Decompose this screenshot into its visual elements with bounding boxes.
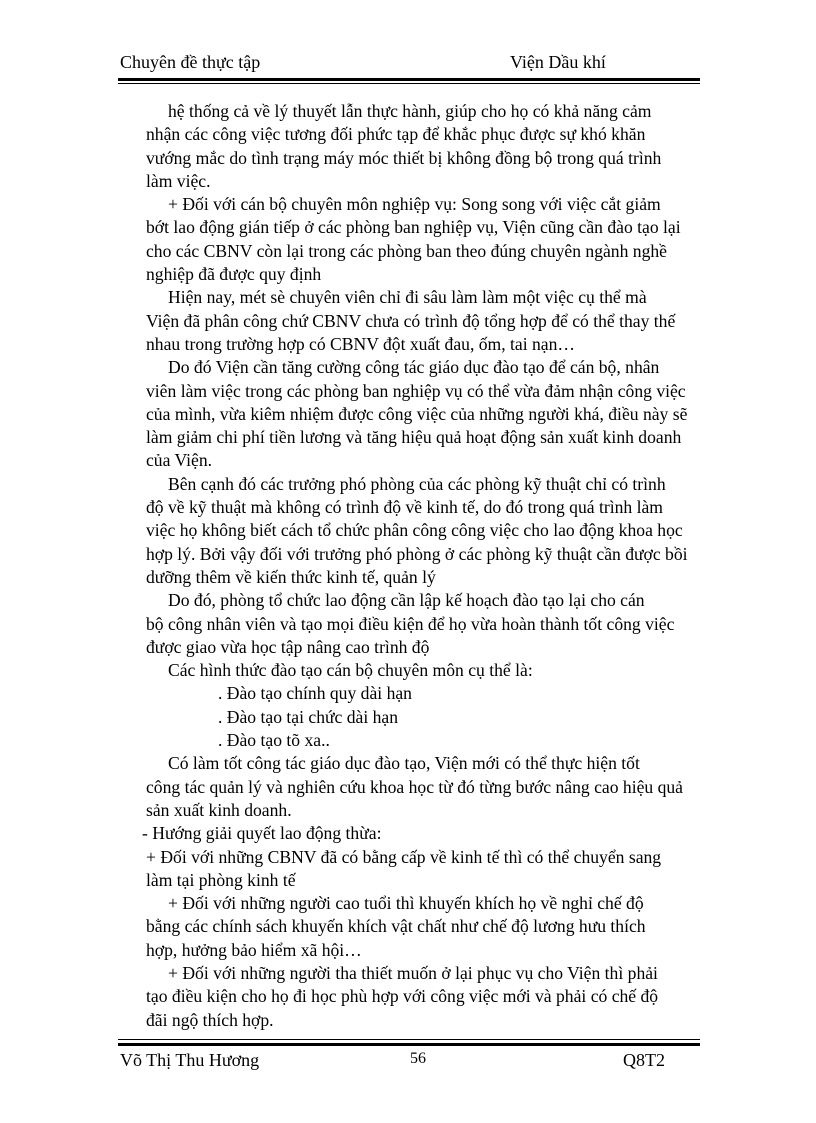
- text-line: + Đối với cán bộ chuyên môn nghiệp vụ: Song song với việc cắt giảm: [168, 194, 661, 215]
- text-line: làm giảm chi phí tiền lương và tăng hiệu quả hoạt động sản xuất kinh doanh: [146, 427, 682, 448]
- text-line: cho các CBNV còn lại trong các phòng ban theo đúng chuyên ngành nghề: [146, 240, 667, 261]
- text-line: nhận các công việc tương đối phức tạp để khắc phục được sự khó khăn: [146, 124, 646, 145]
- list-item: . Đào tạo tõ xa..: [218, 730, 330, 751]
- page-number: 56: [410, 1050, 426, 1067]
- text-line: đãi ngộ thích hợp.: [146, 1009, 274, 1030]
- text-line: tạo điều kiện cho họ đi học phù hợp với công việc mới và phải có chế độ: [146, 986, 659, 1007]
- text-line: - Hướng giải quyết lao động thừa:: [142, 823, 382, 844]
- page-header: [118, 52, 700, 78]
- text-line: dưỡng thêm về kiến thức kinh tế, quản lý: [146, 566, 436, 587]
- header-document-type: Chuyên đề thực tập: [120, 52, 261, 72]
- text-line: Có làm tốt công tác giáo dục đào tạo, Viện mới có thể thực hiện tốt: [168, 753, 640, 774]
- text-line: Bên cạnh đó các trưởng phó phòng của các phòng kỹ thuật chỉ có trình: [168, 473, 666, 494]
- text-line: Do đó Viện cần tăng cường công tác giáo dục đào tạo để cán bộ, nhân: [168, 357, 660, 378]
- footer-class-code: Q8T2: [623, 1050, 665, 1070]
- text-line: + Đối với những người tha thiết muốn ở lại phục vụ cho Viện thì phải: [168, 962, 658, 983]
- header-rule-thick: [118, 78, 700, 81]
- text-line: của mình, vừa kiêm nhiệm được công việc của những người khá, điều này sẽ: [146, 403, 688, 424]
- text-line: công tác quản lý và nghiên cứu khoa học từ đó từng bước nâng cao hiệu quả: [146, 776, 683, 797]
- text-line: sản xuất kinh doanh.: [146, 799, 292, 820]
- text-line: Hiện nay, mét sè chuyên viên chỉ đi sâu làm làm một việc cụ thể mà: [168, 287, 647, 308]
- text-line: Các hình thức đào tạo cán bộ chuyên môn cụ thể là:: [168, 660, 533, 681]
- footer-author: Võ Thị Thu Hương: [120, 1050, 260, 1070]
- text-line: nghiệp đã được quy định: [146, 264, 322, 285]
- header-rule-thin: [118, 83, 700, 84]
- text-line: bớt lao động gián tiếp ở các phòng ban nghiệp vụ, Viện cũng cần đào tạo lại: [146, 217, 681, 238]
- text-line: + Đối với những CBNV đã có bằng cấp về kinh tế thì có thể chuyển sang: [146, 846, 662, 867]
- list-item: . Đào tạo chính quy dài hạn: [218, 683, 412, 704]
- text-line: hợp, hưởng bảo hiểm xã hội…: [146, 939, 362, 960]
- header-organization: Viện Dầu khí: [510, 52, 606, 72]
- text-line: bộ công nhân viên và tạo mọi điều kiện để họ vừa hoàn thành tốt công việc: [146, 613, 675, 634]
- text-line: hệ thống cả về lý thuyết lẫn thực hành, giúp cho họ có khả năng cảm: [168, 101, 652, 121]
- text-line: việc họ không biết cách tổ chức phân công công việc cho lao động khoa học: [146, 520, 683, 541]
- text-line: vướng mắc do tình trạng máy móc thiết bị không đồng bộ trong quá trình: [146, 147, 662, 168]
- text-line: được giao vừa học tập nâng cao trình độ: [146, 636, 430, 657]
- text-line: làm việc.: [146, 170, 211, 191]
- body-text: [118, 100, 698, 1032]
- footer-rule-thick: [118, 1043, 700, 1046]
- page-footer: [118, 1050, 700, 1074]
- text-line: nhau trong trường hợp có CBNV đột xuất đau, ốm, tai nạn…: [146, 333, 576, 354]
- footer-rule-thin: [118, 1039, 700, 1040]
- text-line: của Viện.: [146, 450, 213, 471]
- text-line: Do đó, phòng tổ chức lao động cần lập kế hoạch đào tạo lại cho cán: [168, 590, 645, 611]
- text-line: Viện đã phân công chứ CBNV chưa có trình độ tổng hợp để có thể thay thế: [146, 310, 676, 331]
- list-item: . Đào tạo tại chức dài hạn: [218, 706, 399, 727]
- text-line: làm tại phòng kinh tế: [146, 869, 296, 890]
- text-line: hợp lý. Bởi vậy đối với trưởng phó phòng ở các phòng kỹ thuật cần được bồi: [146, 543, 688, 564]
- text-line: viên làm việc trong các phòng ban nghiệp vụ có thể vừa đảm nhận công việc: [146, 380, 686, 401]
- text-line: bằng các chính sách khuyến khích vật chất như chế độ lương hưu thích: [146, 916, 646, 937]
- text-line: độ về kỹ thuật mà không có trình độ về kinh tế, do đó trong quá trình làm: [146, 497, 663, 518]
- text-line: + Đối với những người cao tuổi thì khuyến khích họ về nghỉ chế độ: [168, 893, 644, 914]
